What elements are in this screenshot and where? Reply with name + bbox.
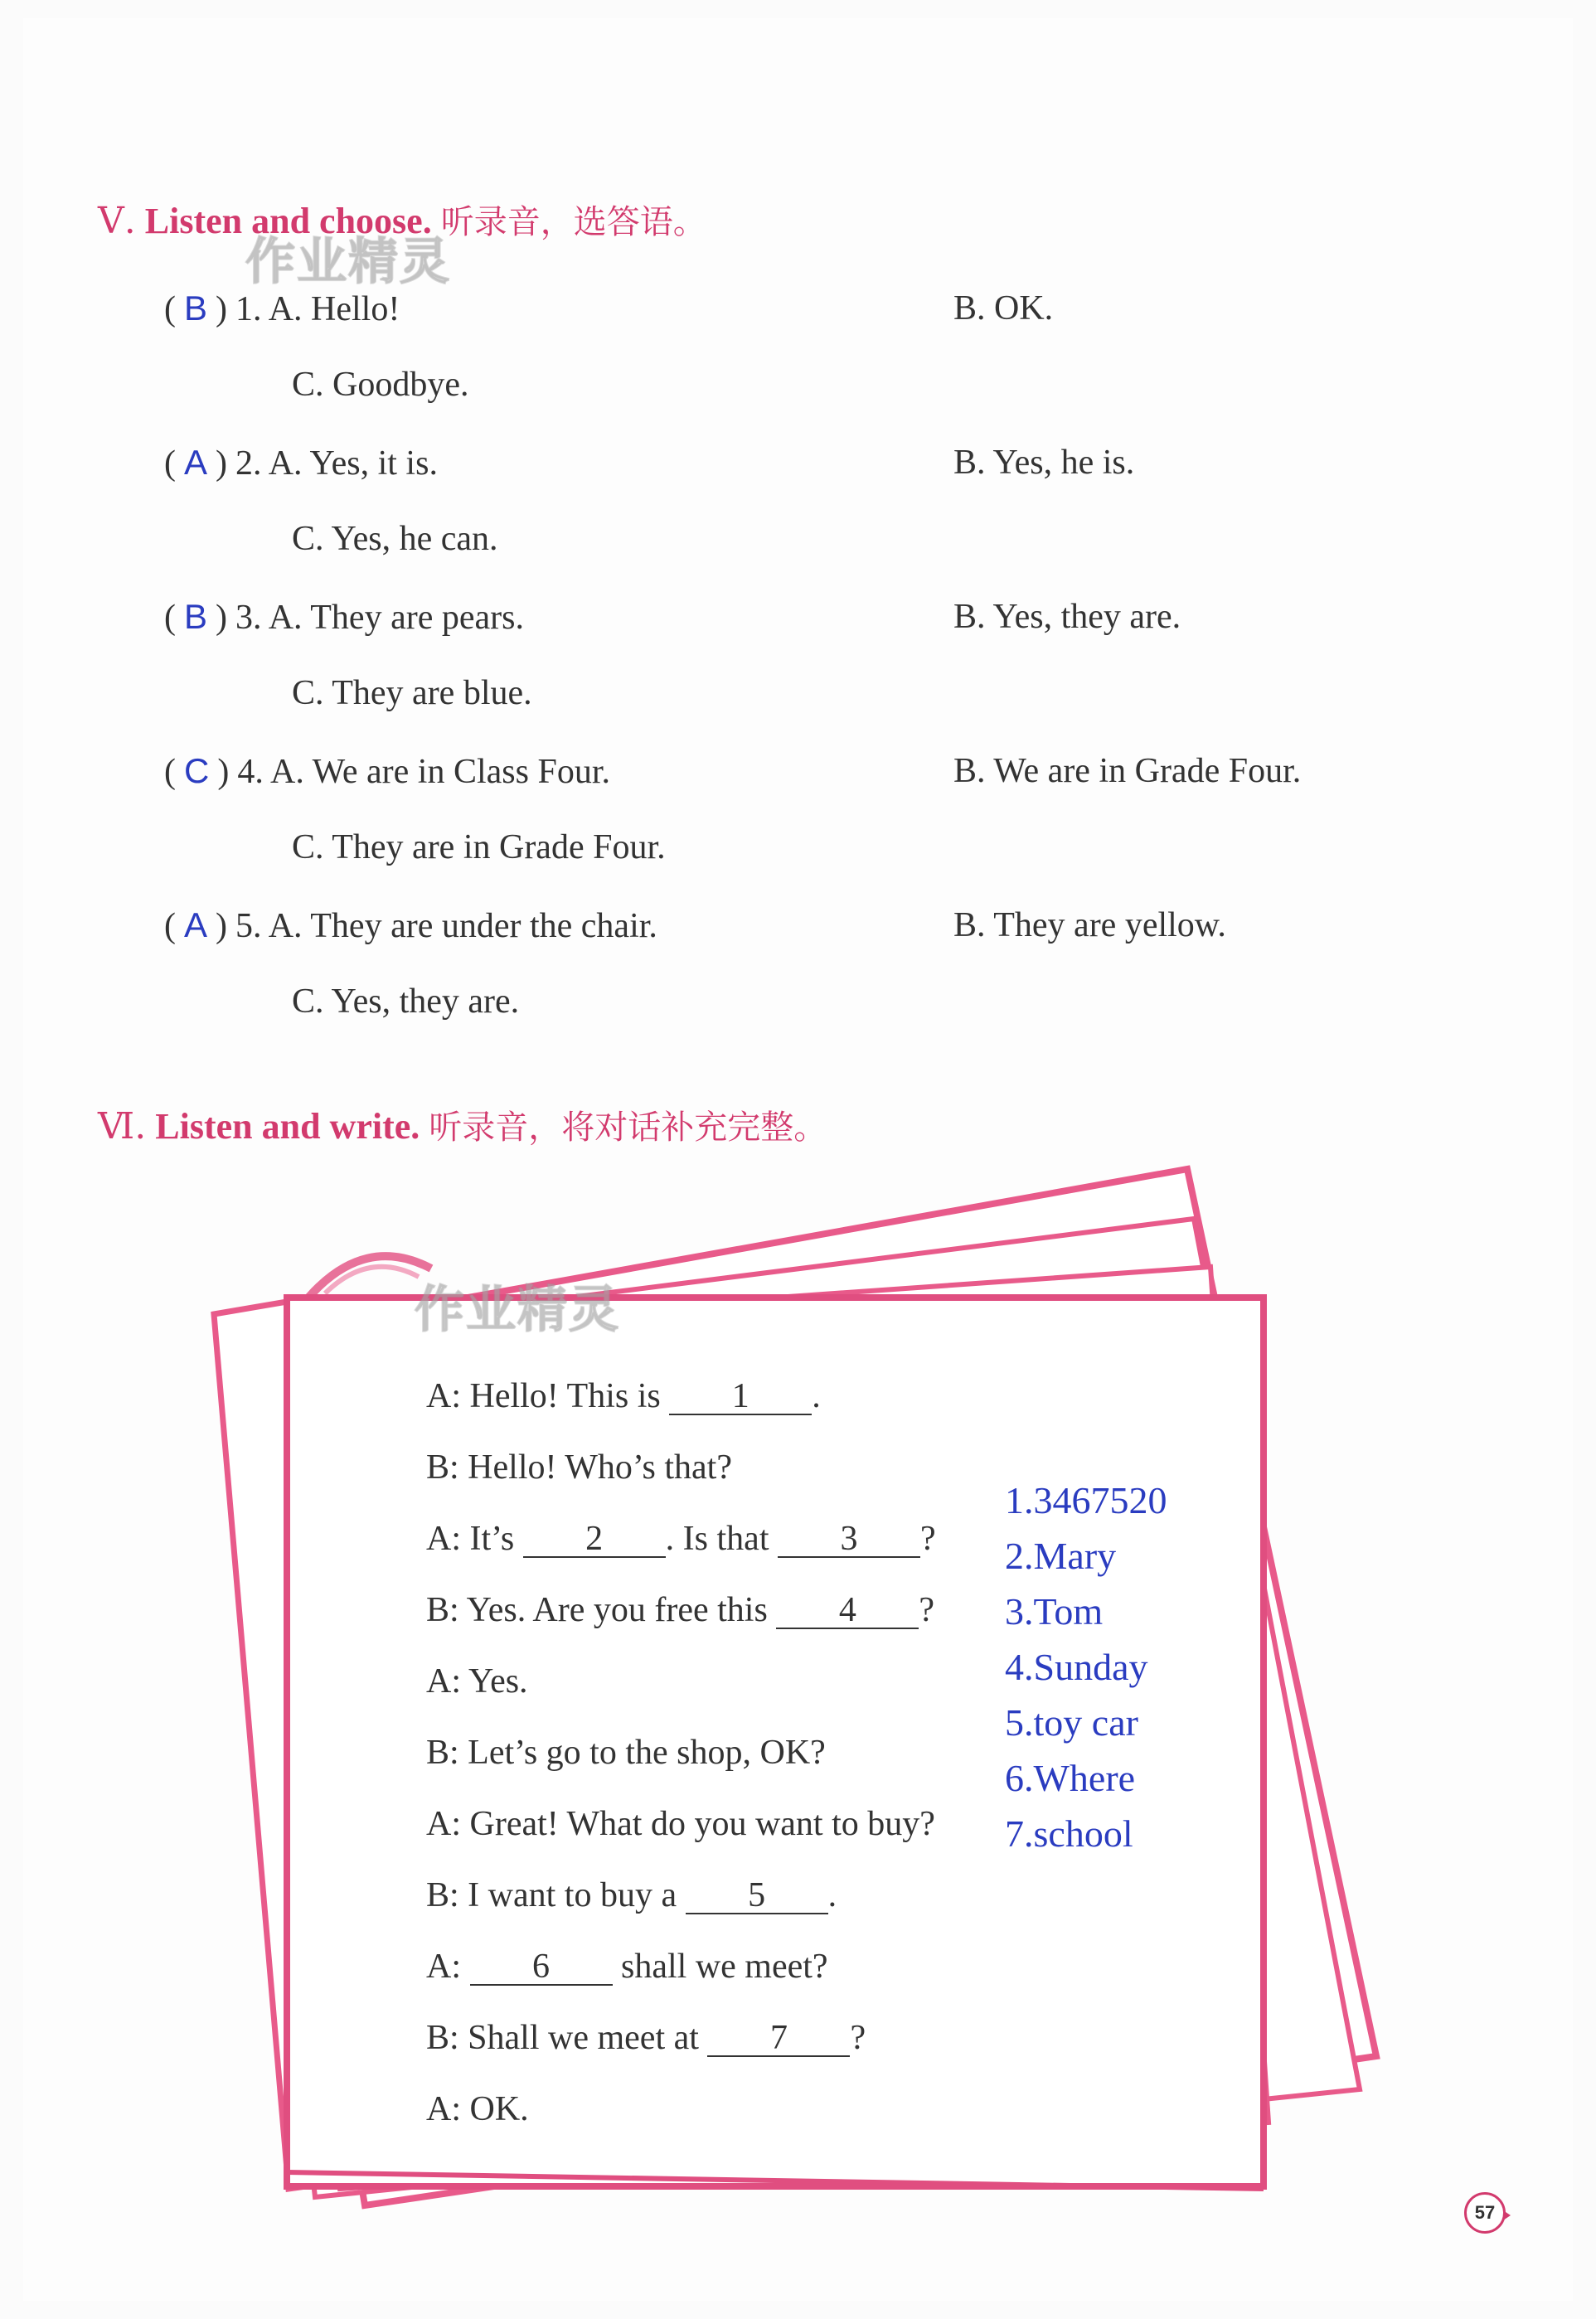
option-2b: B. Yes, he is. bbox=[953, 444, 1135, 482]
question-4: ( C ) 4. A. We are in Class Four. bbox=[164, 751, 611, 791]
option-3b: B. Yes, they are. bbox=[953, 598, 1181, 636]
option-3a: A. They are pears. bbox=[268, 599, 524, 637]
blank-7: 7 bbox=[707, 2021, 850, 2057]
page-number: 57 bbox=[1464, 2192, 1506, 2234]
option-4c: C. They are in Grade Four. bbox=[292, 828, 666, 866]
blank-1: 1 bbox=[669, 1379, 812, 1415]
question-2: ( A ) 2. A. Yes, it is. bbox=[164, 443, 438, 483]
option-4b: B. We are in Grade Four. bbox=[953, 752, 1302, 790]
dialog-line-7: A: Great! What do you want to buy? bbox=[426, 1805, 935, 1843]
blank-5: 5 bbox=[686, 1878, 828, 1914]
option-1a: A. Hello! bbox=[268, 290, 400, 328]
answer-2: A bbox=[184, 443, 208, 482]
question-3: ( B ) 3. A. They are pears. bbox=[164, 597, 524, 637]
option-3c: C. They are blue. bbox=[292, 674, 532, 712]
answer-list bbox=[1005, 1472, 1167, 1861]
answer-item: 2.Mary bbox=[1005, 1535, 1117, 1577]
option-1b: B. OK. bbox=[953, 289, 1054, 327]
option-5b: B. They are yellow. bbox=[953, 906, 1226, 944]
answer-item: 3.Tom bbox=[1005, 1590, 1104, 1633]
option-4a: A. We are in Class Four. bbox=[270, 753, 611, 791]
blank-4: 4 bbox=[776, 1593, 919, 1629]
dialog-line-2: B: Hello! Who’s that? bbox=[426, 1448, 732, 1487]
watermark: 作业精灵 bbox=[245, 233, 451, 291]
dialog-line-8: B: I want to buy a 5 . bbox=[426, 1876, 837, 1914]
section-6-roman: Ⅵ. bbox=[98, 1105, 147, 1147]
dialog-line-3: A: It’s 2 . Is that 3 ? bbox=[426, 1520, 936, 1558]
answer-item: 1.3467520 bbox=[1005, 1479, 1167, 1521]
answer-item: 5.toy car bbox=[1005, 1701, 1138, 1744]
option-5c: C. Yes, they are. bbox=[292, 982, 520, 1021]
section-5-title-en: Listen and choose. bbox=[144, 201, 432, 241]
option-2c: C. Yes, he can. bbox=[292, 520, 498, 558]
blank-2: 2 bbox=[523, 1521, 666, 1558]
dialog-line-6: B: Let’s go to the shop, OK? bbox=[426, 1734, 826, 1772]
question-5: ( A ) 5. A. They are under the chair. bbox=[164, 905, 657, 945]
option-5a: A. They are under the chair. bbox=[268, 907, 657, 945]
answer-5: A bbox=[184, 905, 208, 944]
section-6-title-zh: 听录音，将对话补充完整。 bbox=[429, 1109, 827, 1147]
answer-1: B bbox=[184, 289, 208, 327]
dialog-line-4: B: Yes. Are you free this 4 ? bbox=[426, 1591, 934, 1629]
answer-item: 7.school bbox=[1005, 1812, 1133, 1855]
dialog-line-10: B: Shall we meet at 7 ? bbox=[426, 2019, 866, 2057]
answer-item: 4.Sunday bbox=[1005, 1646, 1148, 1688]
dialog-line-11: A: OK. bbox=[426, 2090, 529, 2128]
dialog-line-5: A: Yes. bbox=[426, 1662, 528, 1700]
answer-3: B bbox=[184, 597, 208, 636]
blank-6: 6 bbox=[470, 1949, 613, 1986]
watermark-2: 作业精灵 bbox=[415, 1281, 620, 1339]
section-5-title-zh: 听录音，选答语。 bbox=[440, 203, 706, 241]
section-5-roman: Ⅴ. bbox=[98, 200, 136, 242]
answer-item: 6.Where bbox=[1005, 1757, 1136, 1799]
blank-3: 3 bbox=[778, 1521, 920, 1558]
section-6-title-en: Listen and write. bbox=[155, 1106, 420, 1147]
answer-4: C bbox=[184, 751, 210, 790]
question-1: ( B ) 1. A. Hello! bbox=[164, 289, 400, 328]
dialog-line-9: A: 6 shall we meet? bbox=[426, 1948, 828, 1986]
option-1c: C. Goodbye. bbox=[292, 366, 469, 404]
option-2a: A. Yes, it is. bbox=[268, 444, 438, 483]
dialog-line-1: A: Hello! This is 1 . bbox=[426, 1377, 821, 1415]
